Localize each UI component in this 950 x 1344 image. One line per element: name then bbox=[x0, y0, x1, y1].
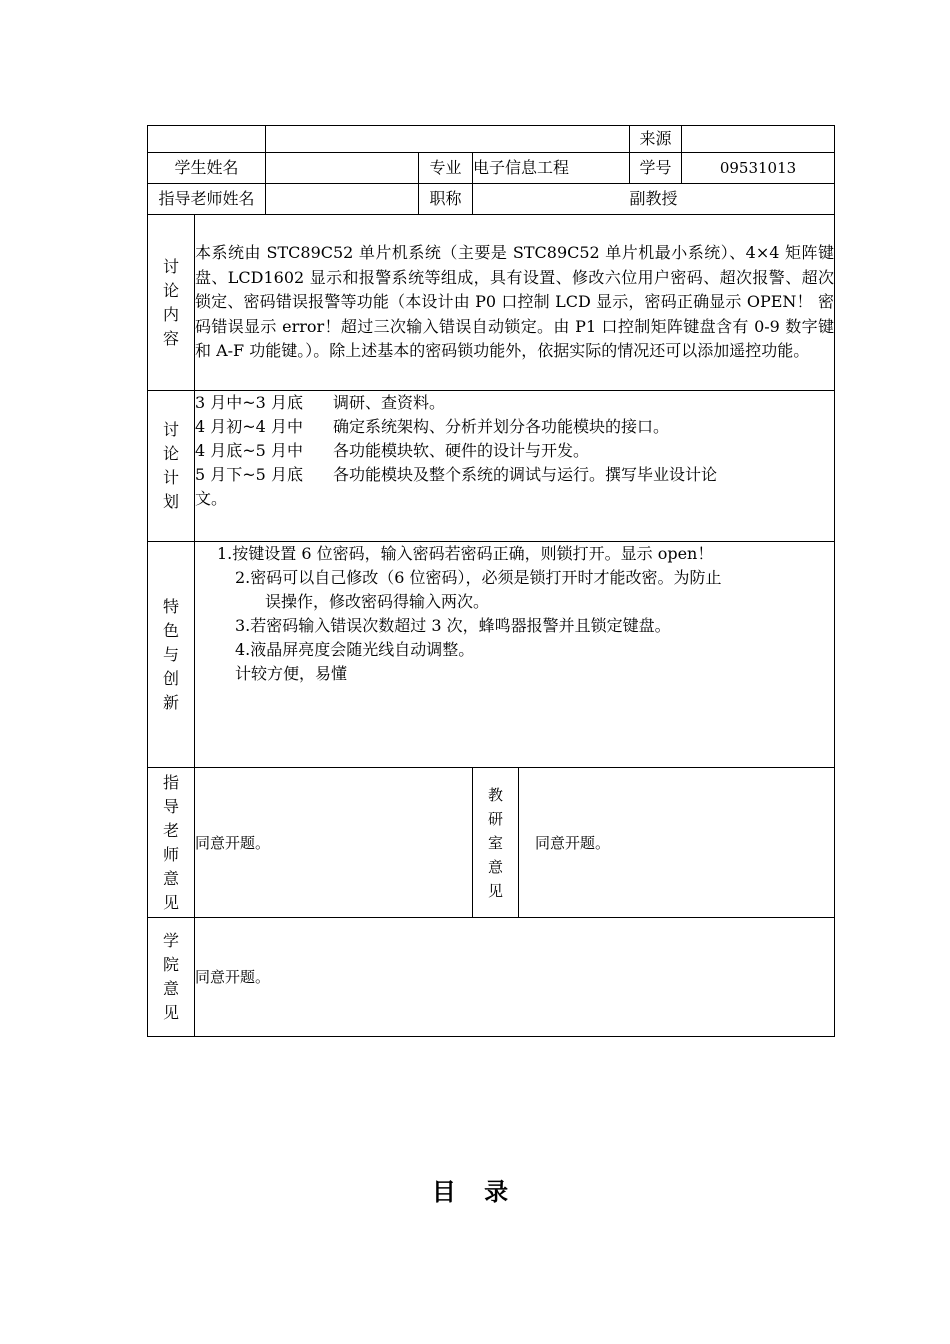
plan-label: 讨 论 计 划 bbox=[148, 391, 195, 542]
advisor-opinion-label: 指 导 老 师 意 见 bbox=[148, 768, 195, 918]
feature-line-3: 3.若密码输入错误次数超过 3 次，蜂鸣器报警并且锁定键盘。 bbox=[235, 616, 671, 635]
source-label: 来源 bbox=[630, 126, 682, 153]
row-discussion bbox=[148, 215, 835, 391]
advisor-title-value: 副教授 bbox=[473, 184, 835, 215]
feature-line-4: 4.液晶屏亮度会随光线自动调整。 bbox=[235, 640, 475, 659]
advisor-name-value bbox=[266, 184, 419, 215]
college-opinion-label: 学 院 意 见 bbox=[148, 918, 195, 1037]
plan-item: 3 月中~3 月底 调研、查资料。 bbox=[195, 393, 445, 412]
student-name-label: 学生姓名 bbox=[148, 153, 266, 184]
student-id-value: 09531013 bbox=[682, 153, 835, 184]
row-opinions bbox=[148, 768, 835, 918]
student-name-value bbox=[266, 153, 419, 184]
feature-line-5: 计较方便，易懂 bbox=[235, 664, 348, 683]
plan-continuation: 文。 bbox=[195, 489, 228, 508]
advisor-title-label: 职称 bbox=[419, 184, 473, 215]
title-value-cell bbox=[266, 126, 630, 153]
plan-content bbox=[195, 391, 835, 542]
proposal-table bbox=[147, 125, 835, 1037]
plan-item: 4 月初~4 月中 确定系统架构、分析并划分各功能模块的接口。 bbox=[195, 417, 669, 436]
features-label: 特 色 与 创 新 bbox=[148, 542, 195, 768]
plan-item: 4 月底~5 月中 各功能模块软、硬件的设计与开发。 bbox=[195, 441, 589, 460]
source-value bbox=[682, 126, 835, 153]
row-student bbox=[148, 153, 835, 184]
row-title bbox=[148, 126, 835, 153]
feature-line-2b: 误操作，修改密码得输入两次。 bbox=[265, 592, 490, 611]
major-label: 专业 bbox=[419, 153, 473, 184]
discussion-content: 本系统由 STC89C52 单片机系统（主要是 STC89C52 单片机最小系统）、4×4 矩阵键盘、LCD1602 显示和报警系统等组成，具有设置、修改六位用户密码、超次报警、超次锁定、密码错误报警等功能（本设计由 P0 口控制 LCD 显示，密码正确显示 OPEN！ 密码错误显示 error！超过三次输入错误自动锁定。由 P1 口控制矩阵键盘含有 0-9 数字键和 A-F 功能键。）。除上述基本的密码锁功能外，依据实际的情况还可以添加遥控功能。 bbox=[195, 215, 835, 391]
row-advisor bbox=[148, 184, 835, 215]
toc-title: 目 录 bbox=[431, 1178, 519, 1206]
plan-item: 5 月下~5 月底 各功能模块及整个系统的调试与运行。撰写毕业设计论 bbox=[195, 465, 717, 484]
discussion-label: 讨 论 内 容 bbox=[148, 215, 195, 391]
features-content bbox=[195, 542, 835, 768]
dept-opinion-label: 教 研 室 意 见 bbox=[473, 768, 519, 918]
advisor-name-label: 指导老师姓名 bbox=[148, 184, 266, 215]
advisor-opinion-text: 同意开题。 bbox=[195, 768, 473, 918]
student-id-label: 学号 bbox=[630, 153, 682, 184]
college-opinion-text: 同意开题。 bbox=[195, 918, 835, 1037]
row-plan bbox=[148, 391, 835, 542]
dept-opinion-text: 同意开题。 bbox=[519, 768, 835, 918]
major-value: 电子信息工程 bbox=[473, 153, 630, 184]
title-label-cell bbox=[148, 126, 266, 153]
row-college bbox=[148, 918, 835, 1037]
row-features bbox=[148, 542, 835, 768]
feature-line-1: 1.按键设置 6 位密码，输入密码若密码正确，则锁打开。显示 open！ bbox=[217, 544, 714, 563]
feature-line-2: 2.密码可以自己修改（6 位密码），必须是锁打开时才能改密。为防止 bbox=[235, 568, 722, 587]
